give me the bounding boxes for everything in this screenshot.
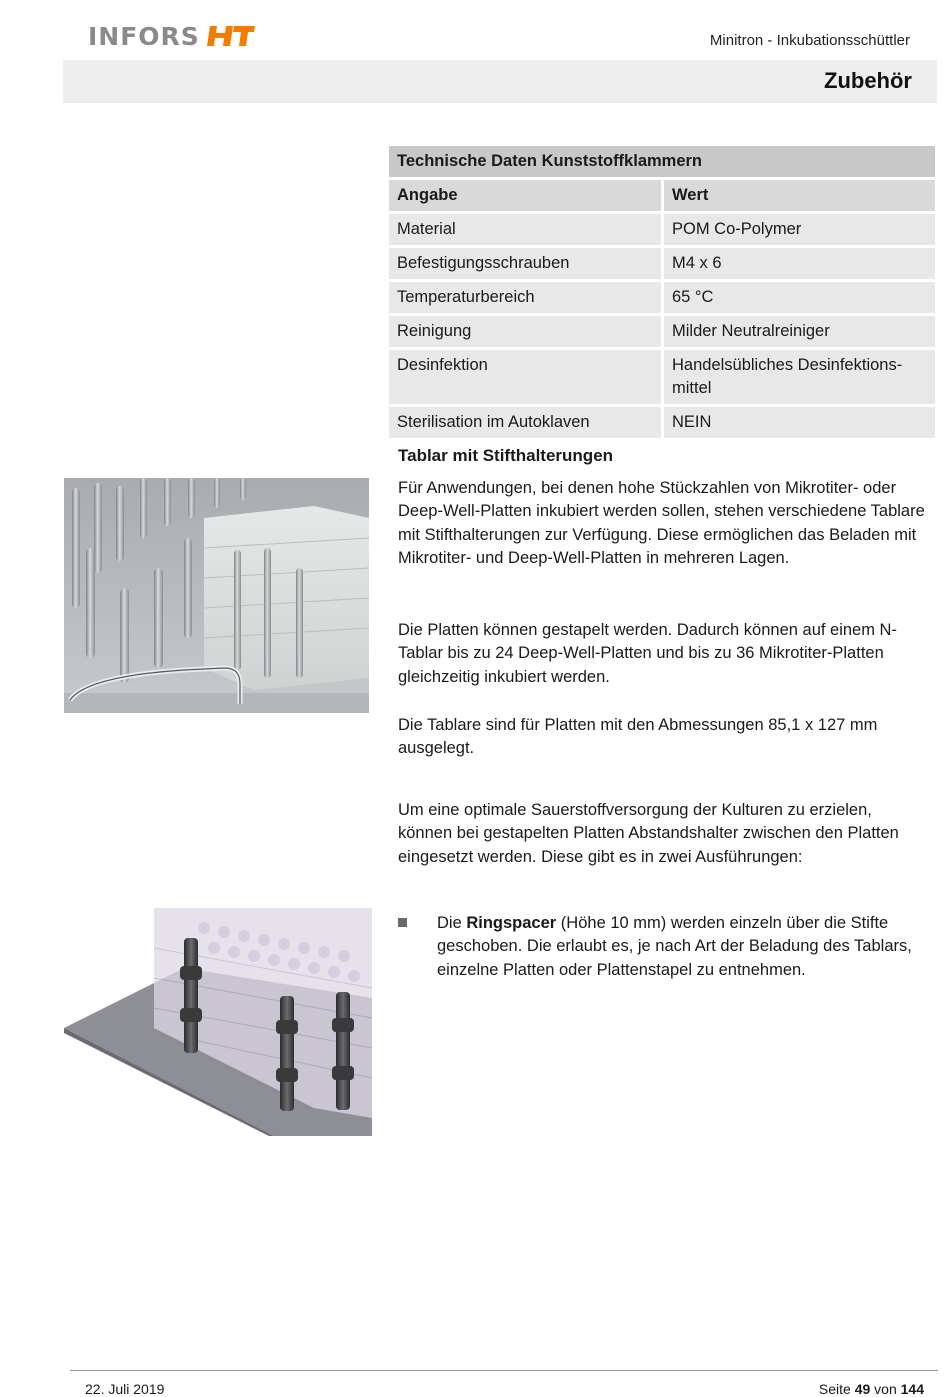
row-label: Temperaturbereich	[389, 282, 661, 313]
header-band	[63, 60, 937, 103]
row-value: 65 °C	[664, 282, 935, 313]
paragraph-spacers: Um eine optimale Sauerstoffversorgung der Kulturen zu erzielen, können bei gestapelten Platten Abstandshalter zwischen den Platten eingesetzt werden. Diese gibt es in zwei Ausführungen:	[398, 801, 899, 866]
bullet-ringspacer	[437, 912, 927, 982]
table-row	[389, 214, 935, 245]
row-label: Material	[389, 214, 661, 245]
bullet-term: Ringspacer	[466, 914, 557, 932]
logo-ht-mark	[206, 23, 256, 49]
table-row	[389, 407, 935, 438]
paragraph-intro: Für Anwendungen, bei denen hohe Stückzahlen von Mikrotiter- oder Deep-Well-Platten inkubiert werden sollen, stehen verschiedene Tablare mit Stifthalterungen zur Verfügung. Diese ermöglichen das Beladen mit Mikrotiter- und Deep-Well-Platten in mehreren Lagen.	[398, 479, 925, 567]
bullet-prefix: Die	[437, 914, 467, 932]
page-separator: von	[870, 1381, 901, 1397]
row-label: Desinfektion	[389, 350, 661, 404]
paragraph-dimensions: Die Tablare sind für Platten mit den Abmessungen 85,1 x 127 mm ausgelegt.	[398, 716, 878, 758]
logo-wordmark: INFORS	[88, 21, 200, 51]
footer-divider	[70, 1370, 938, 1371]
row-label: Sterilisation im Autoklaven	[389, 407, 661, 438]
page-number	[819, 1381, 924, 1397]
page-current: 49	[854, 1381, 871, 1397]
row-value: M4 x 6	[664, 248, 935, 279]
table-row	[389, 282, 935, 313]
table-header-row	[389, 180, 935, 211]
column-header-wert: Wert	[664, 180, 935, 211]
footer-date: 22. Juli 2019	[85, 1381, 165, 1397]
document-title: Minitron - Inkubationsschüttler	[709, 32, 910, 49]
row-value: POM Co-Polymer	[664, 214, 935, 245]
page-total: 144	[900, 1381, 924, 1397]
bullet-text: (Höhe 10 mm) werden einzeln über die Stifte geschoben. Die erlaubt es, je nach Art der Beladung des Tablars, einzelne Platten oder Plattenstapel zu entnehmen.	[437, 914, 912, 979]
table-row	[389, 248, 935, 279]
paragraph-stacking: Die Platten können gestapelt werden. Dadurch können auf einem N-Tablar bis zu 24 Deep-Well-Platten und bis zu 36 Mikrotiter-Platten gleichzeitig inkubiert werden.	[398, 621, 897, 686]
ht-logo-icon	[206, 23, 256, 49]
table-caption-row	[389, 146, 935, 177]
tray-with-pins-image	[64, 478, 369, 713]
row-value: NEIN	[664, 407, 935, 438]
row-value: Handelsübliches Desinfektions-mittel	[664, 350, 935, 404]
row-value: Milder Neutralreiniger	[664, 316, 935, 347]
spec-table	[386, 143, 938, 441]
section-heading: Tablar mit Stifthalterungen	[398, 446, 614, 465]
company-logo	[88, 18, 256, 54]
row-label: Reinigung	[389, 316, 661, 347]
bullet-square-icon	[398, 918, 407, 927]
page-prefix: Seite	[818, 1381, 855, 1397]
table-caption: Technische Daten Kunststoffklammern	[389, 146, 935, 177]
table-row	[389, 316, 935, 347]
table-row	[389, 350, 935, 404]
ringspacer-image	[64, 908, 372, 1136]
section-title: Zubehör	[824, 68, 912, 93]
column-header-angabe: Angabe	[389, 180, 661, 211]
row-label: Befestigungsschrauben	[389, 248, 661, 279]
